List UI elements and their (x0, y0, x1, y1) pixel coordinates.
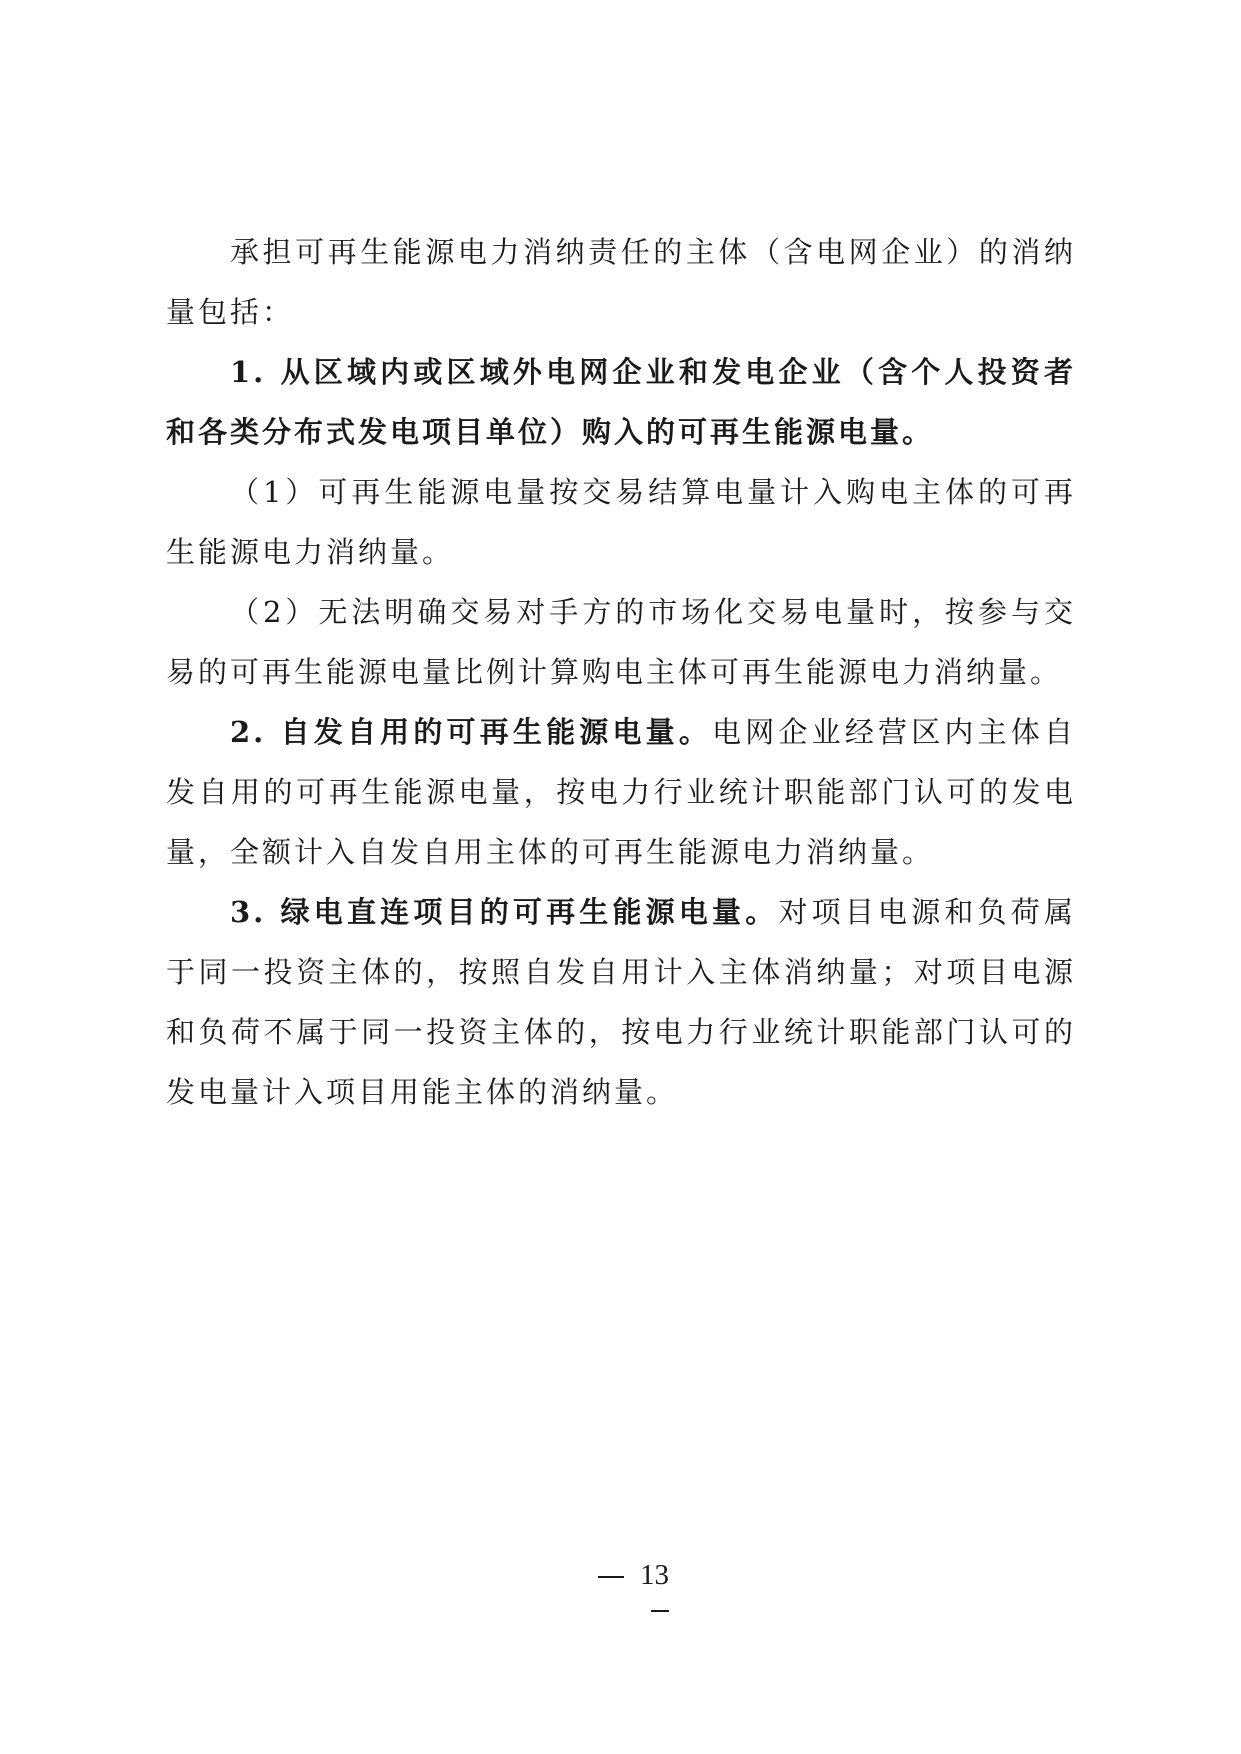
footer-dash-left (598, 1576, 624, 1578)
paragraph-subitem-2 (166, 582, 1076, 702)
paragraph-text: 对项目电源和负荷属于同一投资主体的，按照自发自用计入主体消纳量；对项目电源和负荷不属于同一投资主体的，按电力行业统计职能部门认可的发电量计入项目用能主体的消纳量。 (166, 895, 1076, 1109)
paragraph-subitem-1 (166, 462, 1076, 582)
paragraph-item-1 (166, 342, 1076, 462)
paragraph-text: 电网企业经营区内主体自发自用的可再生能源电量，按电力行业统计职能部门认可的发电量，全额计入自发自用主体的可再生能源电力消纳量。 (166, 715, 1076, 869)
page-number: 13 (640, 1559, 669, 1591)
footer-dash-bottom (651, 1610, 669, 1612)
paragraph-lead: 1. 从区域内或区域外电网企业和发电企业（含个人投资者和各类分布式发电项目单位）购入的可再生能源电量。 (166, 355, 1076, 449)
paragraph-item-2 (166, 702, 1076, 882)
paragraph-text: （2）无法明确交易对手方的市场化交易电量时，按参与交易的可再生能源电量比例计算购电主体可再生能源电力消纳量。 (166, 595, 1076, 689)
paragraph-intro (166, 222, 1076, 342)
paragraph-lead: 2. 自发自用的可再生能源电量。 (230, 715, 713, 749)
paragraph-text: 承担可再生能源电力消纳责任的主体（含电网企业）的消纳量包括： (166, 235, 1076, 329)
paragraph-lead: 3. 绿电直连项目的可再生能源电量。 (230, 895, 779, 929)
paragraph-item-3 (166, 882, 1076, 1122)
paragraph-text: （1）可再生能源电量按交易结算电量计入购电主体的可再生能源电力消纳量。 (166, 475, 1076, 569)
